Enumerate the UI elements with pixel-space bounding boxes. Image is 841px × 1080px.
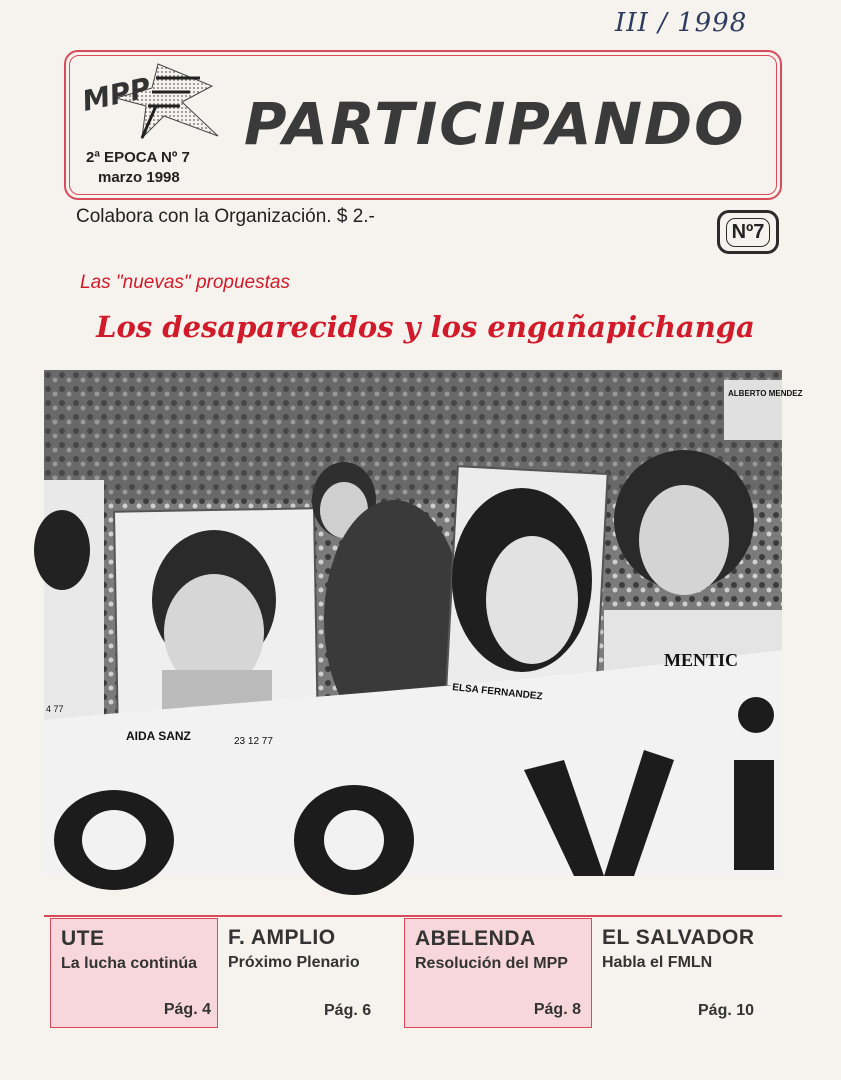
headline-kicker: Las "nuevas" propuestas <box>80 272 290 293</box>
section-page: Pág. 4 <box>163 1001 211 1018</box>
main-headline: Los desaparecidos y los engañapichanga <box>96 310 755 344</box>
issue-badge <box>717 210 779 254</box>
section-page: Pág. 10 <box>698 1002 755 1019</box>
section-desc: Resolución del MPP <box>415 955 568 972</box>
section-title: UTE <box>61 927 105 950</box>
section-divider <box>44 915 782 917</box>
logo-text: MPP <box>79 71 154 118</box>
sign-partial-date: 4 77 <box>46 704 64 714</box>
section-title: ABELENDA <box>415 927 536 950</box>
sign-mentic: MENTIC <box>664 650 739 670</box>
section-page: Pág. 8 <box>533 1001 581 1018</box>
masthead <box>64 50 782 200</box>
handwritten-date-note: III / 1998 <box>615 8 748 38</box>
section-desc: La lucha continúa <box>61 955 198 972</box>
cover-photo <box>44 370 803 876</box>
section-box-abelenda[interactable] <box>404 918 592 1028</box>
section-box-f-amplio[interactable] <box>218 918 404 1028</box>
edition-number: 2ª EPOCA Nº 7 <box>86 149 190 166</box>
edition-info <box>86 148 190 188</box>
issue-badge-text: Nº7 <box>726 218 771 247</box>
section-desc: Habla el FMLN <box>602 954 713 971</box>
section-desc: Próximo Plenario <box>228 954 360 971</box>
edition-date: marzo 1998 <box>98 169 180 186</box>
publication-title: PARTICIPANDO <box>244 90 746 158</box>
price-line: Colabora con la Organización. $ 2.- <box>76 206 375 227</box>
section-title: EL SALVADOR <box>602 926 755 949</box>
section-title: F. AMPLIO <box>228 926 336 949</box>
protest-photo-illustration <box>44 370 803 876</box>
mpp-logo <box>72 58 222 146</box>
section-box-el-salvador[interactable] <box>592 918 782 1028</box>
sign-alberto-mendez: ALBERTO MENDEZ <box>728 389 803 398</box>
section-page: Pág. 6 <box>324 1002 372 1019</box>
sign-aida-sanz: AIDA SANZ <box>126 729 191 743</box>
sign-elsa-fernandez: ELSA FERNANDEZ <box>451 682 544 703</box>
sign-aida-sanz-date: 23 12 77 <box>234 736 273 747</box>
section-box-ute[interactable] <box>50 918 218 1028</box>
